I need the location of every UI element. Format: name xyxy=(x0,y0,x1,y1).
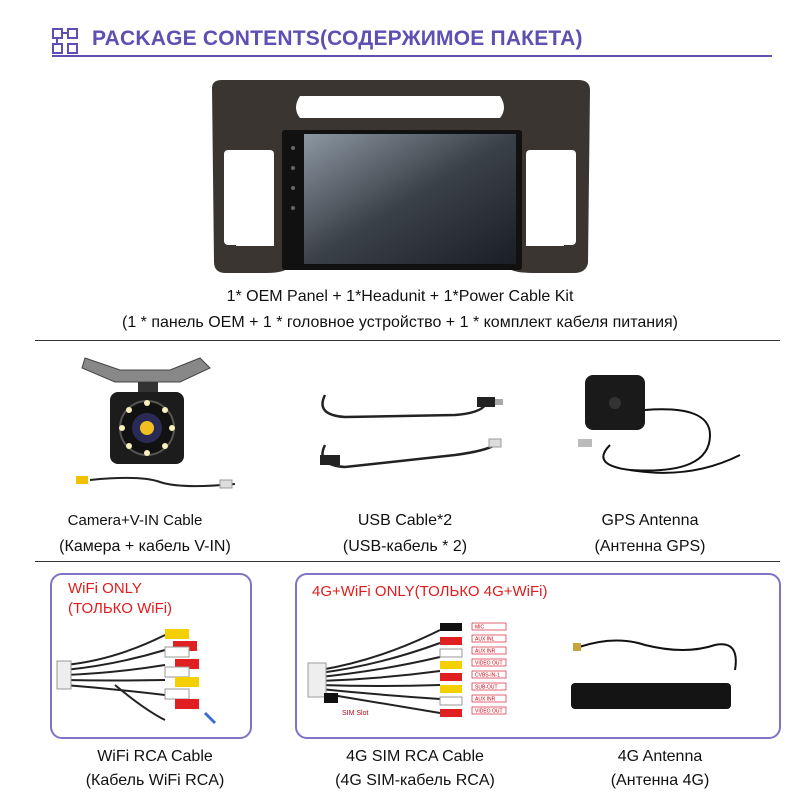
4g-rca-caption-ru: (4G SIM-кабель RCA) xyxy=(335,772,495,789)
camera-caption-ru: (Камера + кабель V-IN) xyxy=(59,538,231,555)
oem-panel-headunit-image xyxy=(208,78,592,288)
usb-caption-ru: (USB-кабель * 2) xyxy=(342,538,468,555)
port-label: MIC xyxy=(475,624,485,631)
port-label: VIDEO OUT xyxy=(475,660,503,667)
port-label: AUX INR xyxy=(475,648,496,655)
gps-caption-en: GPS Antenna xyxy=(601,512,699,529)
usb-cable-image xyxy=(305,375,505,485)
4g-antenna-image xyxy=(565,625,745,720)
gps-caption-ru: (Антенна GPS) xyxy=(594,538,706,555)
4g-antenna-caption-en: 4G Antenna xyxy=(617,748,703,765)
camera-image xyxy=(60,350,240,500)
4g-antenna-caption-ru: (Антенна 4G) xyxy=(610,772,710,789)
wifi-rca-cable-image xyxy=(55,615,245,730)
usb-caption-en: USB Cable*2 xyxy=(357,512,453,529)
wifi-rca-caption-ru: (Кабель WiFi RCA) xyxy=(85,772,225,789)
section-divider xyxy=(35,561,780,562)
port-label: AUX INL xyxy=(475,636,495,643)
main-caption-en: 1* OEM Panel + 1*Headunit + 1*Power Cable Kit xyxy=(226,288,574,305)
section-divider xyxy=(35,340,780,341)
4g-rca-caption-en: 4G SIM RCA Cable xyxy=(346,748,484,765)
4g-sim-rca-cable-image xyxy=(300,615,530,730)
main-caption-ru: (1 * панель OEM + 1 * головное устройство + 1 * комплект кабеля питания) xyxy=(121,314,678,331)
package-grid-icon xyxy=(50,26,80,56)
page-title: PACKAGE CONTENTS(СОДЕРЖИМОЕ ПАКЕТА) xyxy=(92,27,583,50)
header-underline xyxy=(52,55,772,57)
sim-slot-label: SIM Slot xyxy=(342,710,369,717)
port-labels xyxy=(472,623,506,715)
port-label: VIDEO OUT xyxy=(475,708,503,715)
wifi-only-label: WiFi ONLY xyxy=(68,580,142,597)
wifi-rca-caption-en: WiFi RCA Cable xyxy=(97,748,213,765)
wifi-only-label-ru: (ТОЛЬКО WiFi) xyxy=(68,600,173,617)
4g-wifi-only-label: 4G+WiFi ONLY(ТОЛЬКО 4G+WiFi) xyxy=(312,583,548,600)
port-label: SUB-OUT xyxy=(475,684,498,691)
port-label: AUX INR xyxy=(475,696,496,703)
port-label: CVBS-IN-1 xyxy=(475,672,500,679)
camera-caption-en: Camera+V-IN Cable xyxy=(67,512,203,529)
gps-antenna-image xyxy=(570,365,750,495)
